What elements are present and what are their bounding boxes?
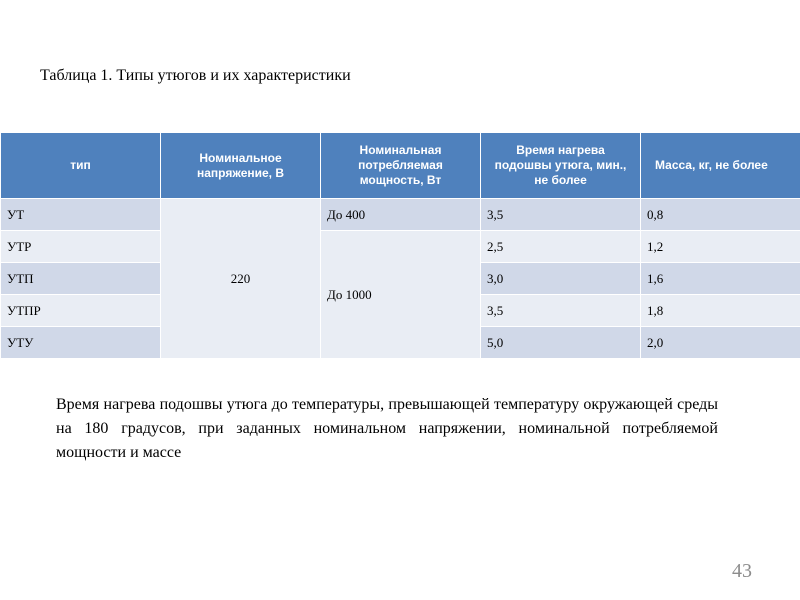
cell-heating-time: 3,5: [481, 199, 641, 231]
cell-type: УТУ: [1, 327, 161, 359]
cell-type: УТР: [1, 231, 161, 263]
header-heating-time: Время нагрева подошвы утюга, мин., не более: [481, 133, 641, 199]
cell-mass: 1,8: [641, 295, 800, 327]
cell-heating-time: 3,5: [481, 295, 641, 327]
cell-voltage: 220: [161, 199, 321, 359]
table-row: [1, 231, 800, 263]
cell-heating-time: 5,0: [481, 327, 641, 359]
cell-heating-time: 3,0: [481, 263, 641, 295]
header-power: Номинальная потребляемая мощность, Вт: [321, 133, 481, 199]
cell-power: До 400: [321, 199, 481, 231]
table-row: [1, 199, 800, 231]
iron-types-table: [0, 132, 800, 359]
header-mass: Масса, кг, не более: [641, 133, 800, 199]
cell-mass: 1,2: [641, 231, 800, 263]
cell-heating-time: 2,5: [481, 231, 641, 263]
table-caption: Таблица 1. Типы утюгов и их характеристики: [40, 67, 351, 84]
cell-type: УТП: [1, 263, 161, 295]
header-type: тип: [1, 133, 161, 199]
cell-power: До 1000: [321, 231, 481, 359]
cell-mass: 0,8: [641, 199, 800, 231]
cell-mass: 1,6: [641, 263, 800, 295]
table-header-row: [1, 133, 800, 199]
cell-type: УТПР: [1, 295, 161, 327]
cell-mass: 2,0: [641, 327, 800, 359]
header-voltage: Номинальное напряжение, В: [161, 133, 321, 199]
footnote-paragraph: Время нагрева подошвы утюга до температуры, превышающей температуру окружающей среды на 180 градусов, при заданных номинальном напряжении, номинальной потребляемой мощности и массе: [56, 396, 718, 461]
page-number: 43: [732, 560, 752, 582]
cell-type: УТ: [1, 199, 161, 231]
